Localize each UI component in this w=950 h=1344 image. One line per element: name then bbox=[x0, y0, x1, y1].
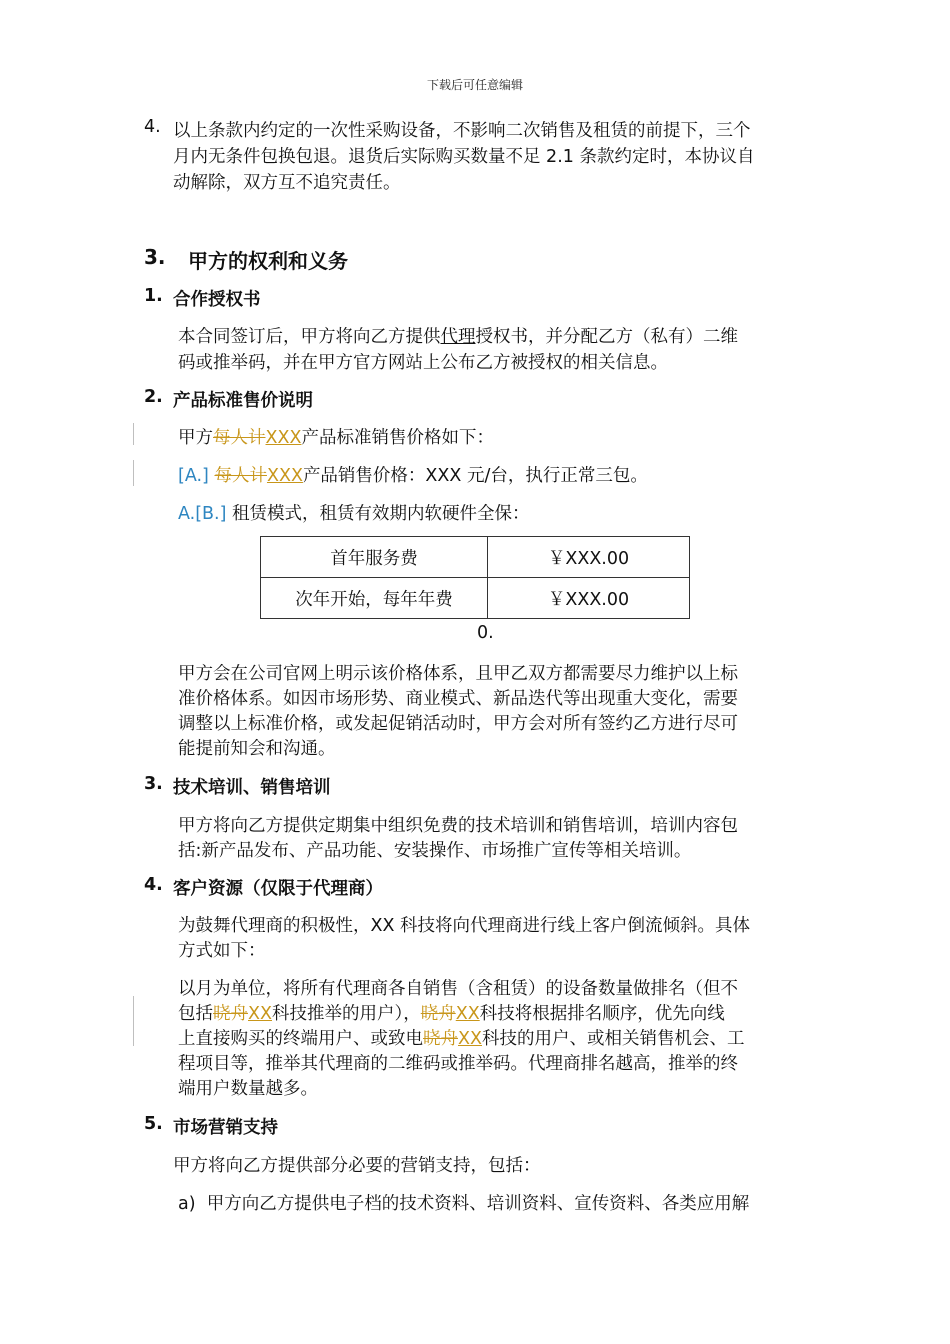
item-4-number: 4. bbox=[144, 117, 161, 137]
table-row bbox=[261, 578, 690, 619]
inserted-text: XXX bbox=[266, 466, 303, 486]
text-run: 上直接购买的终端用户、或致电 bbox=[178, 1029, 423, 1049]
change-bar bbox=[133, 996, 134, 1046]
customer-p2-line-3 bbox=[178, 1025, 744, 1050]
table-cell: 首年服务费 bbox=[261, 537, 488, 578]
price-para-line-3: 调整以上标准价格，或发起促销活动时，甲方会对所有签约乙方进行尽可 bbox=[178, 714, 738, 734]
price-para-line-4: 能提前知会和沟通。 bbox=[178, 739, 336, 759]
price-intro-line bbox=[178, 424, 494, 449]
price-table bbox=[260, 536, 690, 619]
customer-p2-line-5: 端用户数量越多。 bbox=[178, 1079, 318, 1099]
subsection-5-title: 市场营销支持 bbox=[173, 1118, 278, 1138]
underlined-text: 代理 bbox=[440, 327, 476, 347]
subsection-1-line-1 bbox=[178, 323, 738, 348]
list-label: A.[B.] bbox=[178, 504, 227, 524]
text-run: 产品销售价格：XXX 元/台，执行正常三包。 bbox=[302, 466, 648, 486]
item-4-line-2: 月内无条件包换包退。退货后实际购买数量不足 2.1 条款约定时，本协议自 bbox=[173, 147, 755, 167]
text-run: 科技推举的用户）， bbox=[271, 1004, 421, 1024]
deleted-text: 晓舟 bbox=[420, 1004, 456, 1024]
text-run: 包括 bbox=[178, 1004, 213, 1024]
table-caption: 0. bbox=[477, 623, 494, 643]
text-run: 租赁模式，租赁有效期内软硬件全保： bbox=[232, 504, 530, 524]
price-para-line-2: 准价格体系。如因市场形势、商业模式、新品迭代等出现重大变化，需要 bbox=[178, 689, 738, 709]
inserted-text: XXX bbox=[265, 428, 302, 448]
inserted-text: XX bbox=[248, 1004, 272, 1024]
subsection-2-title: 产品标准售价说明 bbox=[173, 391, 313, 411]
text-run: 科技将根据排名顺序，优先向线 bbox=[479, 1004, 725, 1024]
subsection-1-number: 1. bbox=[144, 286, 163, 306]
deleted-text: 每人计 bbox=[213, 428, 266, 448]
deleted-text: 每人计 bbox=[214, 466, 267, 486]
table-row bbox=[261, 537, 690, 578]
page-header: 下载后可任意编辑 bbox=[426, 78, 523, 92]
table-cell: ￥XXX.00 bbox=[488, 578, 690, 619]
subsection-1-line-2: 码或推举码，并在甲方官方网站上公布乙方被授权的相关信息。 bbox=[178, 353, 668, 373]
price-option-b bbox=[178, 500, 530, 525]
text-run: 本合同签订后，甲方将向乙方提供 bbox=[178, 327, 441, 347]
section-number: 3. bbox=[144, 245, 166, 269]
change-bar bbox=[133, 460, 134, 486]
subsection-4-title: 客户资源（仅限于代理商） bbox=[173, 879, 383, 899]
customer-p2-line-4: 程项目等，推举其代理商的二维码或推举码。代理商排名越高，推举的终 bbox=[178, 1054, 738, 1074]
customer-p1-line-1: 为鼓舞代理商的积极性，XX 科技将向代理商进行线上客户倒流倾斜。具体 bbox=[178, 916, 751, 936]
price-para-line-1: 甲方会在公司官网上明示该价格体系，且甲乙双方都需要尽力维护以上标 bbox=[178, 664, 738, 684]
inserted-text: XX bbox=[455, 1004, 480, 1024]
text-run: 甲方向乙方提供电子档的技术资料、培训资料、宣传资料、各类应用解 bbox=[206, 1194, 750, 1214]
deleted-text: 晓舟 bbox=[213, 1004, 248, 1024]
customer-p1-line-2: 方式如下： bbox=[178, 941, 266, 961]
section-title: 甲方的权利和义务 bbox=[188, 249, 348, 273]
table-cell: ￥XXX.00 bbox=[488, 537, 690, 578]
price-option-a bbox=[178, 462, 648, 487]
subsection-2-number: 2. bbox=[144, 387, 163, 407]
marketing-intro: 甲方将向乙方提供部分必要的营销支持，包括： bbox=[173, 1156, 541, 1176]
list-label: a) bbox=[178, 1194, 196, 1214]
subsection-5-number: 5. bbox=[144, 1114, 163, 1134]
customer-p2-line-1: 以月为单位，将所有代理商各自销售（含租赁）的设备数量做排名（但不 bbox=[178, 979, 738, 999]
deleted-text: 晓舟 bbox=[423, 1029, 458, 1049]
list-label: [A.] bbox=[178, 466, 209, 486]
text-run: 科技的用户、或相关销售机会、工 bbox=[481, 1029, 745, 1049]
text-run: 产品标准销售价格如下： bbox=[301, 428, 494, 448]
subsection-1-title: 合作授权书 bbox=[173, 290, 261, 310]
training-line-2: 括:新产品发布、产品功能、安装操作、市场推广宣传等相关培训。 bbox=[178, 841, 692, 861]
subsection-3-number: 3. bbox=[144, 774, 163, 794]
subsection-4-number: 4. bbox=[144, 875, 163, 895]
inserted-text: XX bbox=[458, 1029, 482, 1049]
item-4-line-1: 以上条款内约定的一次性采购设备，不影响二次销售及租赁的前提下，三个 bbox=[173, 121, 751, 141]
table-cell: 次年开始，每年年费 bbox=[261, 578, 488, 619]
marketing-item-a bbox=[178, 1190, 749, 1215]
customer-p2-line-2 bbox=[178, 1000, 725, 1025]
item-4-line-3: 动解除，双方互不追究责任。 bbox=[173, 173, 401, 193]
change-bar bbox=[133, 423, 134, 445]
subsection-3-title: 技术培训、销售培训 bbox=[173, 778, 331, 798]
text-run: 甲方 bbox=[178, 428, 213, 448]
text-run: 授权书，并分配乙方（私有）二维 bbox=[475, 327, 738, 347]
training-line-1: 甲方将向乙方提供定期集中组织免费的技术培训和销售培训，培训内容包 bbox=[178, 816, 738, 836]
